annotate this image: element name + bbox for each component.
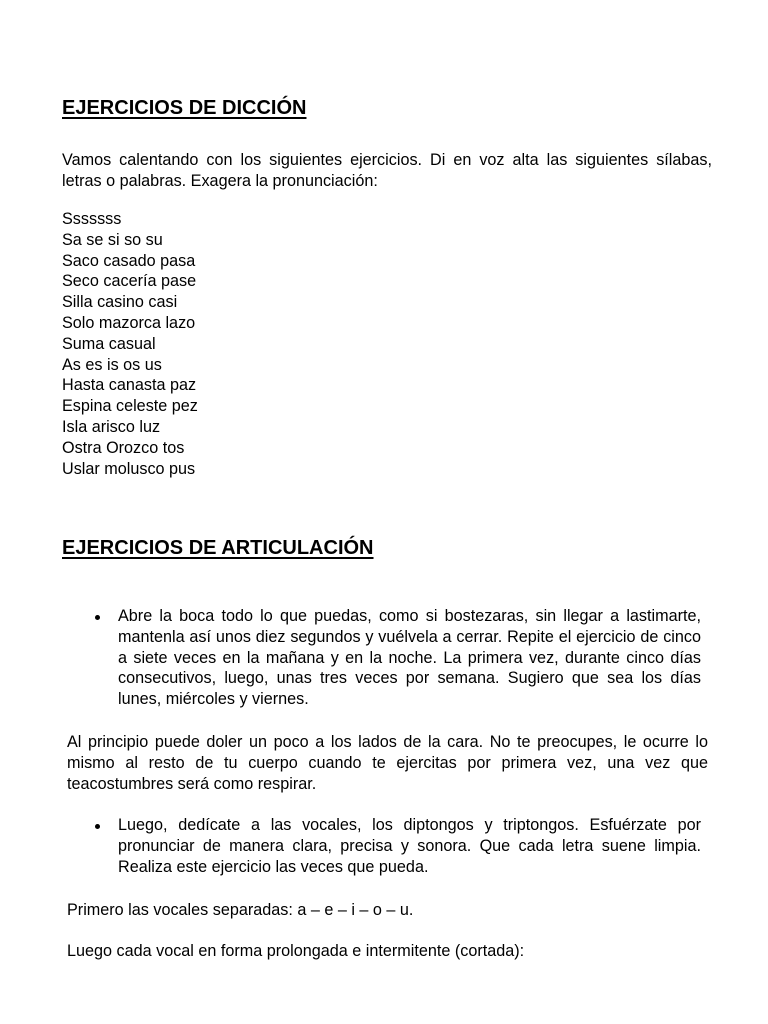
list-item: Espina celeste pez <box>62 397 198 416</box>
diction-heading: EJERCICIOS DE DICCIÓN <box>62 97 307 119</box>
bullet-icon <box>95 824 100 829</box>
list-item: Seco cacería pase <box>62 272 197 291</box>
list-item: Hasta canasta paz <box>62 376 197 395</box>
bullet-text: Luego, dedícate a las vocales, los diptongos y triptongos. Esfuérzate por pronunciar de manera clara, precisa y sonora. Que cada letra suene limpia. Realiza este ejercicio las veces que pueda. <box>118 816 701 876</box>
list-item: Ostra Orozco tos <box>62 438 185 457</box>
list-item: Sa se si so su <box>62 230 163 249</box>
syllable-list <box>62 209 198 479</box>
list-item: Saco casado pasa <box>62 251 196 270</box>
list-item: As es is os us <box>62 355 162 374</box>
list-item: Silla casino casi <box>62 293 178 312</box>
bullet-text: Abre la boca todo lo que puedas, como si bostezaras, sin llegar a lastimarte, mantenla así unos diez segundos y vuélvela a cerrar. Repite el ejercicio de cinco a siete veces en la mañana y en la noche. La primera vez, durante cinco días consecutivos, luego, unas tres veces por semana. Sugiero que sea los días lunes, miércoles y viernes. <box>118 607 701 709</box>
list-item: Sssssss <box>62 210 122 228</box>
body-paragraph: Al principio puede doler un poco a los lados de la cara. No te preocupes, le ocurre lo mismo al resto de tu cuerpo cuando te ejercitas por primera vez, una vez que teacostumbres será como respirar. <box>67 733 708 793</box>
bullet-item-mouth-exercise <box>95 606 701 711</box>
diction-intro: Vamos calentando con los siguientes ejercicios. Di en voz alta las siguientes sílabas, letras o palabras. Exagera la pronunciación: <box>62 151 712 190</box>
articulation-heading: EJERCICIOS DE ARTICULACIÓN <box>62 537 374 559</box>
list-item: Uslar molusco pus <box>62 459 196 478</box>
list-item: Suma casual <box>62 334 156 353</box>
list-item: Isla arisco luz <box>62 417 161 436</box>
list-item: Solo mazorca lazo <box>62 313 196 332</box>
prolonged-vowels-line: Luego cada vocal en forma prolongada e intermitente (cortada): <box>67 942 525 960</box>
bullet-icon <box>95 615 100 620</box>
vowels-line: Primero las vocales separadas: a – e – i – o – u. <box>67 901 414 919</box>
bullet-item-vowels <box>95 815 701 878</box>
